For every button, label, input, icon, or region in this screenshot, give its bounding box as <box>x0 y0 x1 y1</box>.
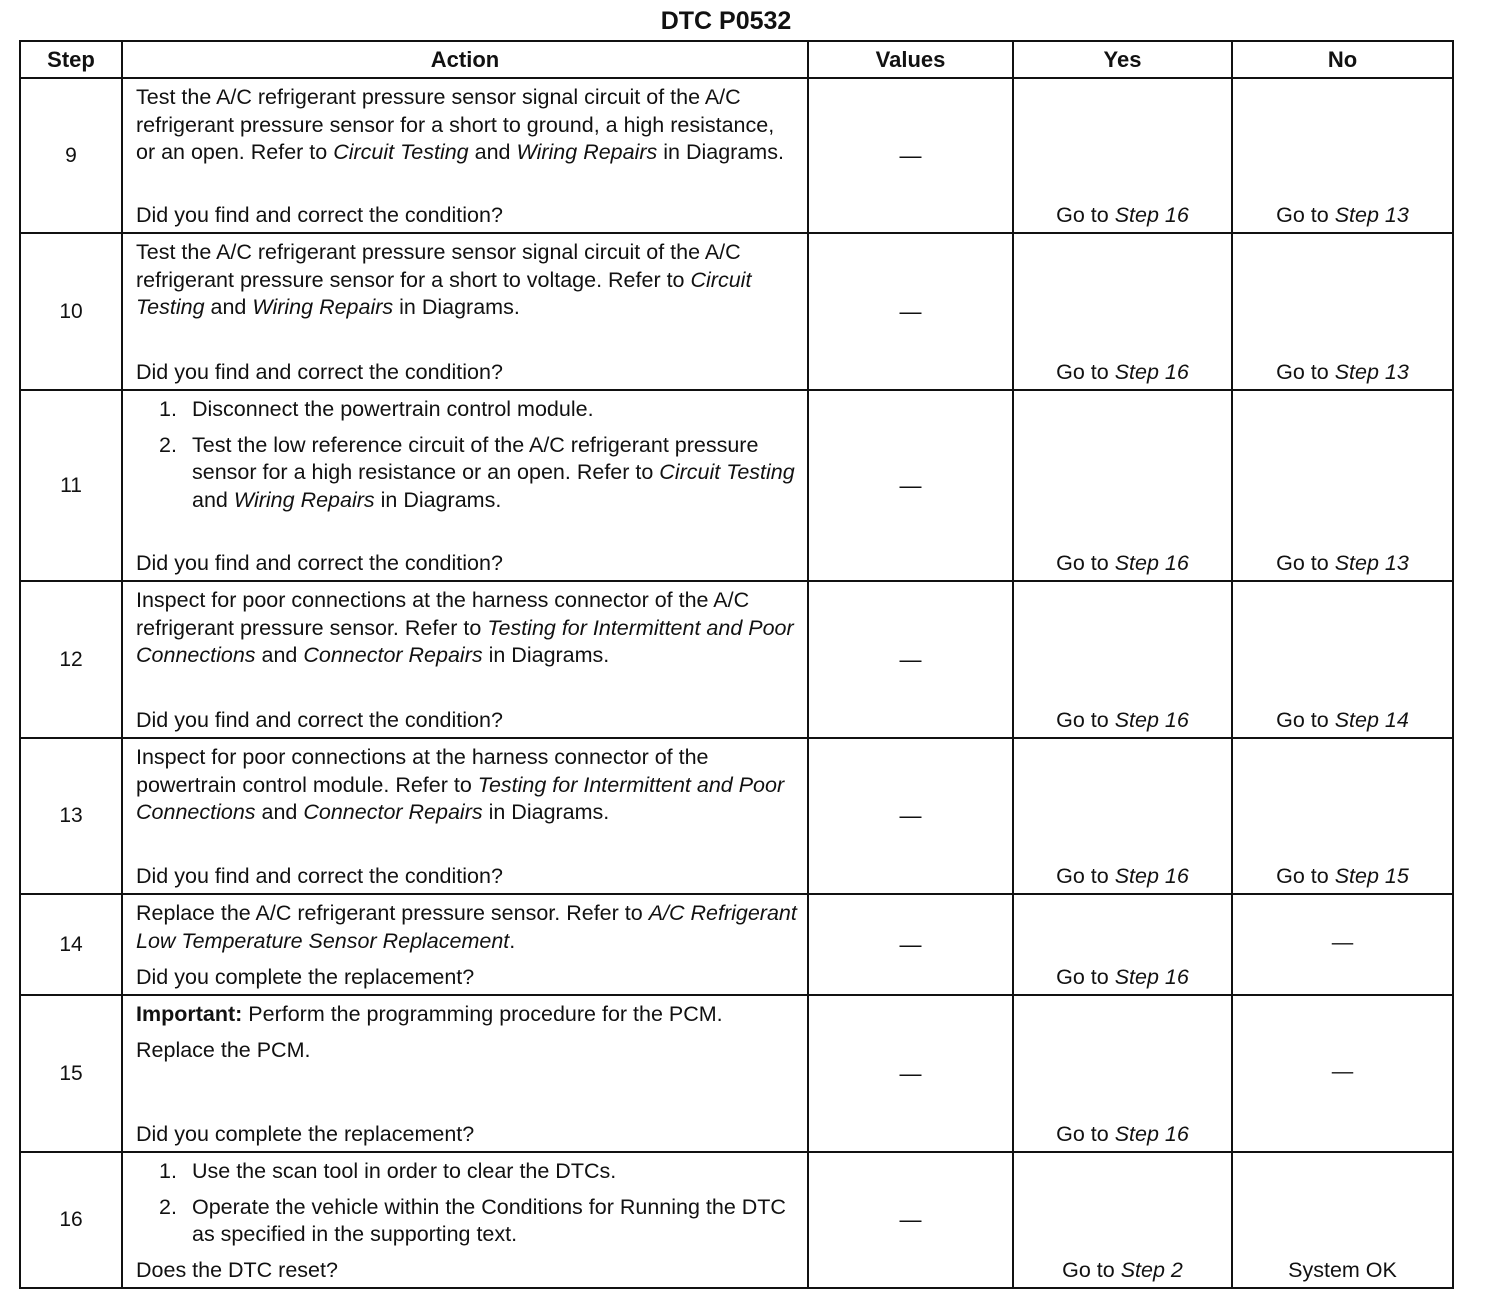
text-run: Go to <box>1056 360 1115 384</box>
italic-reference: Circuit Testing <box>136 267 752 319</box>
text-run: Go to <box>1056 965 1115 989</box>
yes-cell <box>1013 738 1232 894</box>
action-cell <box>122 738 808 894</box>
italic-reference: Step 16 <box>1114 360 1189 384</box>
action-content <box>136 1001 797 1148</box>
text-run: Go to <box>1276 360 1335 384</box>
values-cell: — <box>808 233 1013 390</box>
text-run: in Diagrams. <box>657 140 784 164</box>
step-number: 14 <box>20 894 122 995</box>
text-run: . <box>509 928 516 953</box>
yes-cell <box>1013 233 1232 390</box>
action-content <box>136 1158 797 1284</box>
text-run: Perform the programming procedure for the PCM. <box>242 1002 723 1026</box>
action-question: Did you complete the replacement? <box>136 964 475 989</box>
text-run: and <box>255 800 304 824</box>
italic-reference: Wiring Repairs <box>233 487 375 512</box>
text-run: in Diagrams. <box>393 295 520 319</box>
action-question: Did you find and correct the condition? <box>136 707 503 732</box>
values-cell: — <box>808 581 1013 738</box>
action-paragraph <box>136 744 797 827</box>
action-steps-list <box>136 396 797 514</box>
italic-reference: Wiring Repairs <box>516 140 658 164</box>
values-cell: — <box>808 1152 1013 1288</box>
text-run: Operate the vehicle within the Conditions for Running the DTC as specified in the supporting text. <box>192 1194 786 1246</box>
step-number: 9 <box>20 78 122 233</box>
italic-reference: Step 13 <box>1334 551 1409 575</box>
no-cell <box>1232 894 1453 995</box>
step-number: 16 <box>20 1152 122 1288</box>
no-cell <box>1232 995 1453 1152</box>
action-paragraph <box>136 587 797 670</box>
text-run: and <box>255 643 304 667</box>
table-row <box>20 894 1453 995</box>
text-run: and <box>204 295 253 319</box>
text-run: Replace the A/C refrigerant pressure sensor. Refer to <box>136 901 649 925</box>
italic-reference: Step 16 <box>1114 965 1189 989</box>
text-run: System OK <box>1288 1258 1397 1282</box>
italic-reference: Testing for Intermittent and Poor Connections <box>136 615 794 667</box>
action-content <box>136 587 797 734</box>
action-question: Does the DTC reset? <box>136 1257 338 1282</box>
italic-reference: Connector Repairs <box>303 800 483 824</box>
italic-reference: Wiring Repairs <box>252 295 394 319</box>
no-cell <box>1232 78 1453 233</box>
text-run: in Diagrams. <box>482 643 610 667</box>
step-number: 11 <box>20 390 122 581</box>
step-number: 15 <box>20 995 122 1152</box>
table-row <box>20 995 1453 1152</box>
text-run: Test the A/C refrigerant pressure sensor signal circuit of the A/C refrigerant pressure sensor for a short to ground, a high resistance, or an open. Refer to <box>136 85 775 164</box>
italic-reference: Testing for Intermittent and Poor Connections <box>136 772 785 824</box>
list-item <box>159 432 797 515</box>
no-cell <box>1232 738 1453 894</box>
text-run: Go to <box>1276 864 1335 888</box>
italic-reference: Step 16 <box>1114 1122 1189 1146</box>
italic-reference: Step 2 <box>1120 1258 1183 1282</box>
text-run: Go to <box>1276 203 1335 227</box>
values-cell: — <box>808 738 1013 894</box>
header-yes: Yes <box>1013 41 1232 78</box>
header-action: Action <box>122 41 808 78</box>
text-run: Test the A/C refrigerant pressure sensor signal circuit of the A/C refrigerant pressure sensor for a short to voltage. Refer to <box>136 240 741 292</box>
text-run: Inspect for poor connections at the harness connector of the powertrain control module. Refer to <box>136 745 709 797</box>
yes-cell <box>1013 995 1232 1152</box>
spacer <box>136 322 797 359</box>
italic-reference: Circuit Testing <box>333 140 469 164</box>
spacer <box>136 167 797 202</box>
spacer <box>136 827 797 863</box>
text-run: Go to <box>1276 708 1335 732</box>
values-cell: — <box>808 894 1013 995</box>
yes-cell <box>1013 78 1232 233</box>
text-run: and <box>468 140 517 164</box>
list-item-number: 1. <box>159 1159 177 1183</box>
text-run: — <box>1331 1059 1354 1083</box>
step-number: 10 <box>20 233 122 390</box>
text-run: in Diagrams. <box>482 800 610 824</box>
text-run: Inspect for poor connections at the harness connector of the A/C refrigerant pressure sensor. Refer to <box>136 588 750 640</box>
table-row <box>20 390 1453 581</box>
text-run: Go to <box>1276 551 1335 575</box>
italic-reference: Circuit Testing <box>659 460 795 484</box>
header-step: Step <box>20 41 122 78</box>
text-run: Go to <box>1056 864 1115 888</box>
spacer <box>136 955 797 964</box>
list-item <box>159 396 797 424</box>
text-run: — <box>1331 930 1354 954</box>
no-cell <box>1232 581 1453 738</box>
table-row <box>20 738 1453 894</box>
italic-reference: Step 16 <box>1114 708 1189 732</box>
action-question: Did you find and correct the condition? <box>136 202 503 227</box>
action-content <box>136 744 797 890</box>
action-cell <box>122 1152 808 1288</box>
action-cell <box>122 233 808 390</box>
action-question: Did you find and correct the condition? <box>136 863 503 888</box>
step-number: 13 <box>20 738 122 894</box>
table-body <box>20 78 1453 1288</box>
action-question: Did you complete the replacement? <box>136 1121 475 1146</box>
action-cell <box>122 995 808 1152</box>
italic-reference: Step 14 <box>1334 708 1409 732</box>
header-no: No <box>1232 41 1453 78</box>
header-row <box>20 41 1453 78</box>
action-content <box>136 900 797 991</box>
spacer <box>136 670 797 707</box>
table-row <box>20 581 1453 738</box>
italic-reference: Step 13 <box>1334 203 1409 227</box>
table-row <box>20 1152 1453 1288</box>
action-content <box>136 396 797 577</box>
text-run: Disconnect the powertrain control module. <box>192 397 594 421</box>
text-run: Go to <box>1056 551 1115 575</box>
spacer <box>136 1064 797 1121</box>
action-paragraph <box>136 84 797 167</box>
no-cell <box>1232 233 1453 390</box>
action-cell <box>122 390 808 581</box>
dtc-table <box>19 40 1454 1289</box>
list-item-number: 2. <box>159 432 177 457</box>
header-values: Values <box>808 41 1013 78</box>
action-paragraph <box>136 1001 797 1029</box>
table-row <box>20 233 1453 390</box>
list-item <box>159 1158 797 1186</box>
list-item-number: 2. <box>159 1194 177 1219</box>
values-cell: — <box>808 995 1013 1152</box>
text-run: Go to <box>1056 708 1115 732</box>
step-number: 12 <box>20 581 122 738</box>
action-paragraph <box>136 900 797 955</box>
action-cell <box>122 581 808 738</box>
text-run: Go to <box>1062 1258 1121 1282</box>
spacer <box>136 1249 797 1257</box>
italic-reference: Step 15 <box>1334 864 1409 888</box>
action-cell <box>122 78 808 233</box>
page-title: DTC P0532 <box>660 7 792 35</box>
list-item <box>159 1194 797 1249</box>
no-cell <box>1232 1152 1453 1288</box>
action-cell <box>122 894 808 995</box>
italic-reference: Step 16 <box>1114 203 1189 227</box>
italic-reference: Step 16 <box>1114 864 1189 888</box>
values-cell: — <box>808 78 1013 233</box>
no-cell <box>1232 390 1453 581</box>
text-run: Go to <box>1056 203 1115 227</box>
text-run: Replace the PCM. <box>136 1037 311 1062</box>
italic-reference: A/C Refrigerant Low Temperature Sensor Replacement <box>136 901 797 953</box>
action-content <box>136 239 797 386</box>
action-content <box>136 84 797 229</box>
yes-cell <box>1013 894 1232 995</box>
text-run: Go to <box>1056 1122 1115 1146</box>
list-item-number: 1. <box>159 397 177 421</box>
action-question: Did you find and correct the condition? <box>136 359 503 384</box>
text-run: and <box>192 487 234 512</box>
table-row <box>20 78 1453 233</box>
yes-cell <box>1013 390 1232 581</box>
text-run: Test the low reference circuit of the A/C refrigerant pressure sensor for a high resistance or an open. Refer to <box>192 432 759 484</box>
action-question: Did you find and correct the condition? <box>136 550 503 575</box>
italic-reference: Step 16 <box>1114 551 1189 575</box>
action-paragraph <box>136 1037 797 1065</box>
action-paragraph <box>136 239 797 322</box>
values-cell: — <box>808 390 1013 581</box>
italic-reference: Connector Repairs <box>303 643 483 667</box>
text-run: in Diagrams. <box>374 487 502 512</box>
yes-cell <box>1013 1152 1232 1288</box>
spacer <box>136 514 797 550</box>
italic-reference: Step 13 <box>1334 360 1409 384</box>
text-run: Use the scan tool in order to clear the DTCs. <box>192 1159 617 1183</box>
action-steps-list <box>136 1158 797 1249</box>
yes-cell <box>1013 581 1232 738</box>
bold-label: Important: <box>136 1002 243 1026</box>
